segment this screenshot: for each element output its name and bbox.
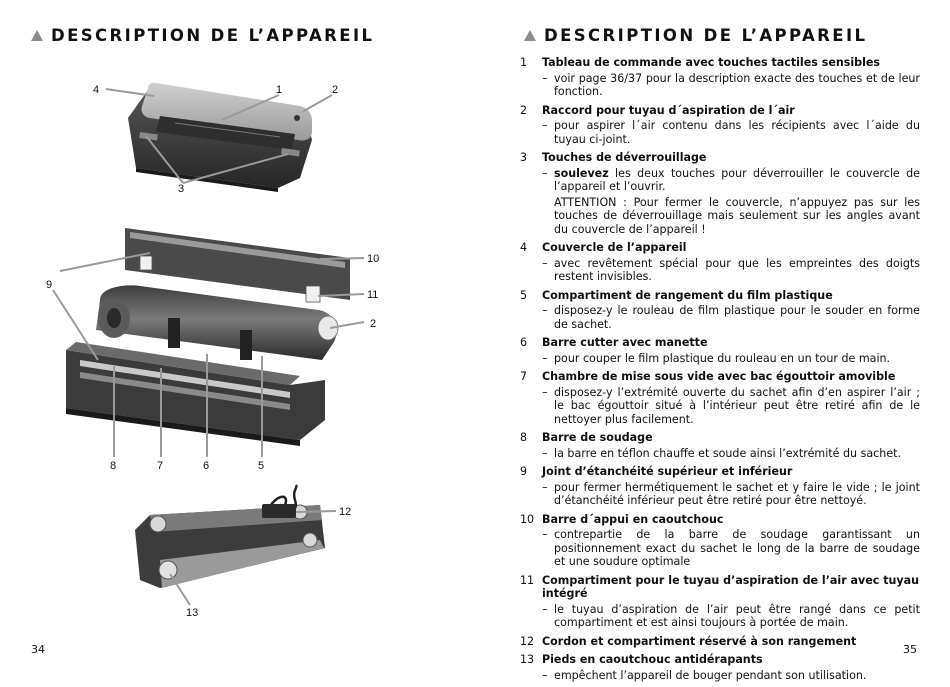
- item-description: – avec revêtement spécial pour que les empreintes des doigts restent invisibles.: [542, 256, 920, 283]
- list-item: [520, 513, 920, 569]
- item-number: 10: [520, 512, 535, 526]
- callout-3: 3: [178, 183, 185, 195]
- item-description: – empêchent l’appareil de bouger pendant son utilisation.: [542, 668, 867, 682]
- item-number: 11: [520, 573, 535, 587]
- page-number-left: 34: [31, 643, 45, 656]
- list-item: [520, 574, 920, 630]
- callout-11: 11: [367, 289, 379, 301]
- left-page: [0, 0, 475, 660]
- callout-5: 5: [258, 460, 265, 472]
- item-description: – pour couper le film plastique du rouleau en un tour de main.: [542, 351, 891, 365]
- item-number: 6: [520, 336, 528, 349]
- list-item: [520, 104, 920, 147]
- callout-8: 8: [110, 460, 117, 472]
- right-page: [475, 0, 950, 682]
- item-description: – contrepartie de la barre de soudage garantissant un positionnement exact du sachet le long de la barre de soudage et une soudure optimale: [542, 528, 920, 568]
- heading-text: DESCRIPTION DE L’APPAREIL: [544, 26, 868, 45]
- list-item: [520, 289, 920, 332]
- page-heading-right: [524, 26, 867, 45]
- callout-2b: 2: [370, 318, 377, 330]
- page-number-right: 35: [903, 643, 917, 656]
- callout-1: 1: [276, 84, 283, 96]
- item-title: Compartiment pour le tuyau d’aspiration de l’air avec tuyau intégré: [542, 573, 920, 600]
- item-title: Joint d’étanchéité supérieur et inférieur: [542, 465, 793, 478]
- callout-12: 12: [339, 506, 352, 518]
- item-title: Couvercle de l’appareil: [542, 241, 687, 254]
- item-title: Chambre de mise sous vide avec bac égouttoir amovible: [542, 370, 896, 383]
- item-number: 5: [520, 288, 528, 302]
- item-number: 7: [520, 370, 528, 383]
- item-number: 3: [520, 151, 528, 164]
- item-title: Tableau de commande avec touches tactiles sensibles: [542, 56, 881, 69]
- attention-note: ATTENTION : Pour fermer le couvercle, n’appuyez pas sur les touches de déverrouillage mais seulement sur les angles avant du couvercle de l’appareil !: [554, 195, 920, 236]
- list-item: [520, 151, 920, 236]
- item-description: – pour fermer hermétiquement le sachet et y faire le vide ; le joint d’étanchéité inférieur peut être retiré pour être nettoyé.: [542, 480, 920, 507]
- list-item: [520, 241, 920, 284]
- callout-4: 4: [93, 84, 100, 96]
- callout-9: 9: [46, 279, 53, 291]
- item-number: 12: [520, 634, 535, 648]
- callout-7: 7: [157, 460, 164, 472]
- list-item: [520, 465, 920, 508]
- item-number: 8: [520, 431, 528, 444]
- callout-2: 2: [332, 84, 339, 96]
- closed-device-figure: [128, 83, 312, 192]
- item-title: Compartiment de rangement du film plastique: [542, 288, 833, 302]
- device-illustrations: [0, 0, 475, 660]
- list-item: [520, 431, 920, 460]
- triangle-icon: [524, 30, 536, 41]
- item-description: – la barre en téflon chauffe et soude ainsi l’extrémité du sachet.: [542, 446, 902, 460]
- list-item: [520, 370, 920, 426]
- item-description: – voir page 36/37 pour la description exacte des touches et de leur fonction.: [542, 71, 920, 98]
- list-item: [520, 56, 920, 99]
- bottom-device-figure: [135, 485, 325, 588]
- item-number: 9: [520, 465, 528, 478]
- item-description: – disposez-y l’extrémité ouverte du sachet afin d’en aspirer l’air ; le bac égouttoir situé à l’intérieur peut être retiré afin de le nettoyer plus facilement.: [542, 385, 920, 426]
- list-item: [520, 336, 920, 365]
- parts-list: [520, 56, 920, 687]
- item-title: Raccord pour tuyau d´aspiration de l´air: [542, 103, 795, 117]
- item-title: Barre de soudage: [542, 431, 653, 444]
- item-title: Barre d´appui en caoutchouc: [542, 512, 724, 526]
- item-description: – pour aspirer l´air contenu dans les récipients avec l´aide du tuyau ci-joint.: [542, 119, 920, 146]
- item-description: – le tuyau d’aspiration de l’air peut être rangé dans ce petit compartiment et est ainsi toujours à portée de main.: [542, 602, 920, 629]
- callout-10: 10: [367, 253, 380, 265]
- item-number: 4: [520, 241, 528, 254]
- item-description: – disposez-y le rouleau de film plastique pour le souder en forme de sachet.: [542, 304, 920, 331]
- item-number: 13: [520, 653, 535, 666]
- item-number: 1: [520, 56, 528, 69]
- item-title: Pieds en caoutchouc antidérapants: [542, 653, 763, 666]
- item-number: 2: [520, 103, 528, 117]
- list-item: [520, 653, 920, 682]
- item-title: Touches de déverrouillage: [542, 151, 707, 164]
- item-title: Barre cutter avec manette: [542, 336, 708, 349]
- item-title: Cordon et compartiment réservé à son rangement: [542, 634, 857, 648]
- heading-text: DESCRIPTION DE L’APPAREIL: [51, 26, 375, 45]
- item-description: – soulevez les deux touches pour déverrouiller le couvercle de l’appareil et l’ouvrir.: [542, 166, 920, 193]
- list-item: [520, 635, 920, 649]
- callout-6: 6: [203, 460, 210, 472]
- callout-13: 13: [186, 607, 199, 619]
